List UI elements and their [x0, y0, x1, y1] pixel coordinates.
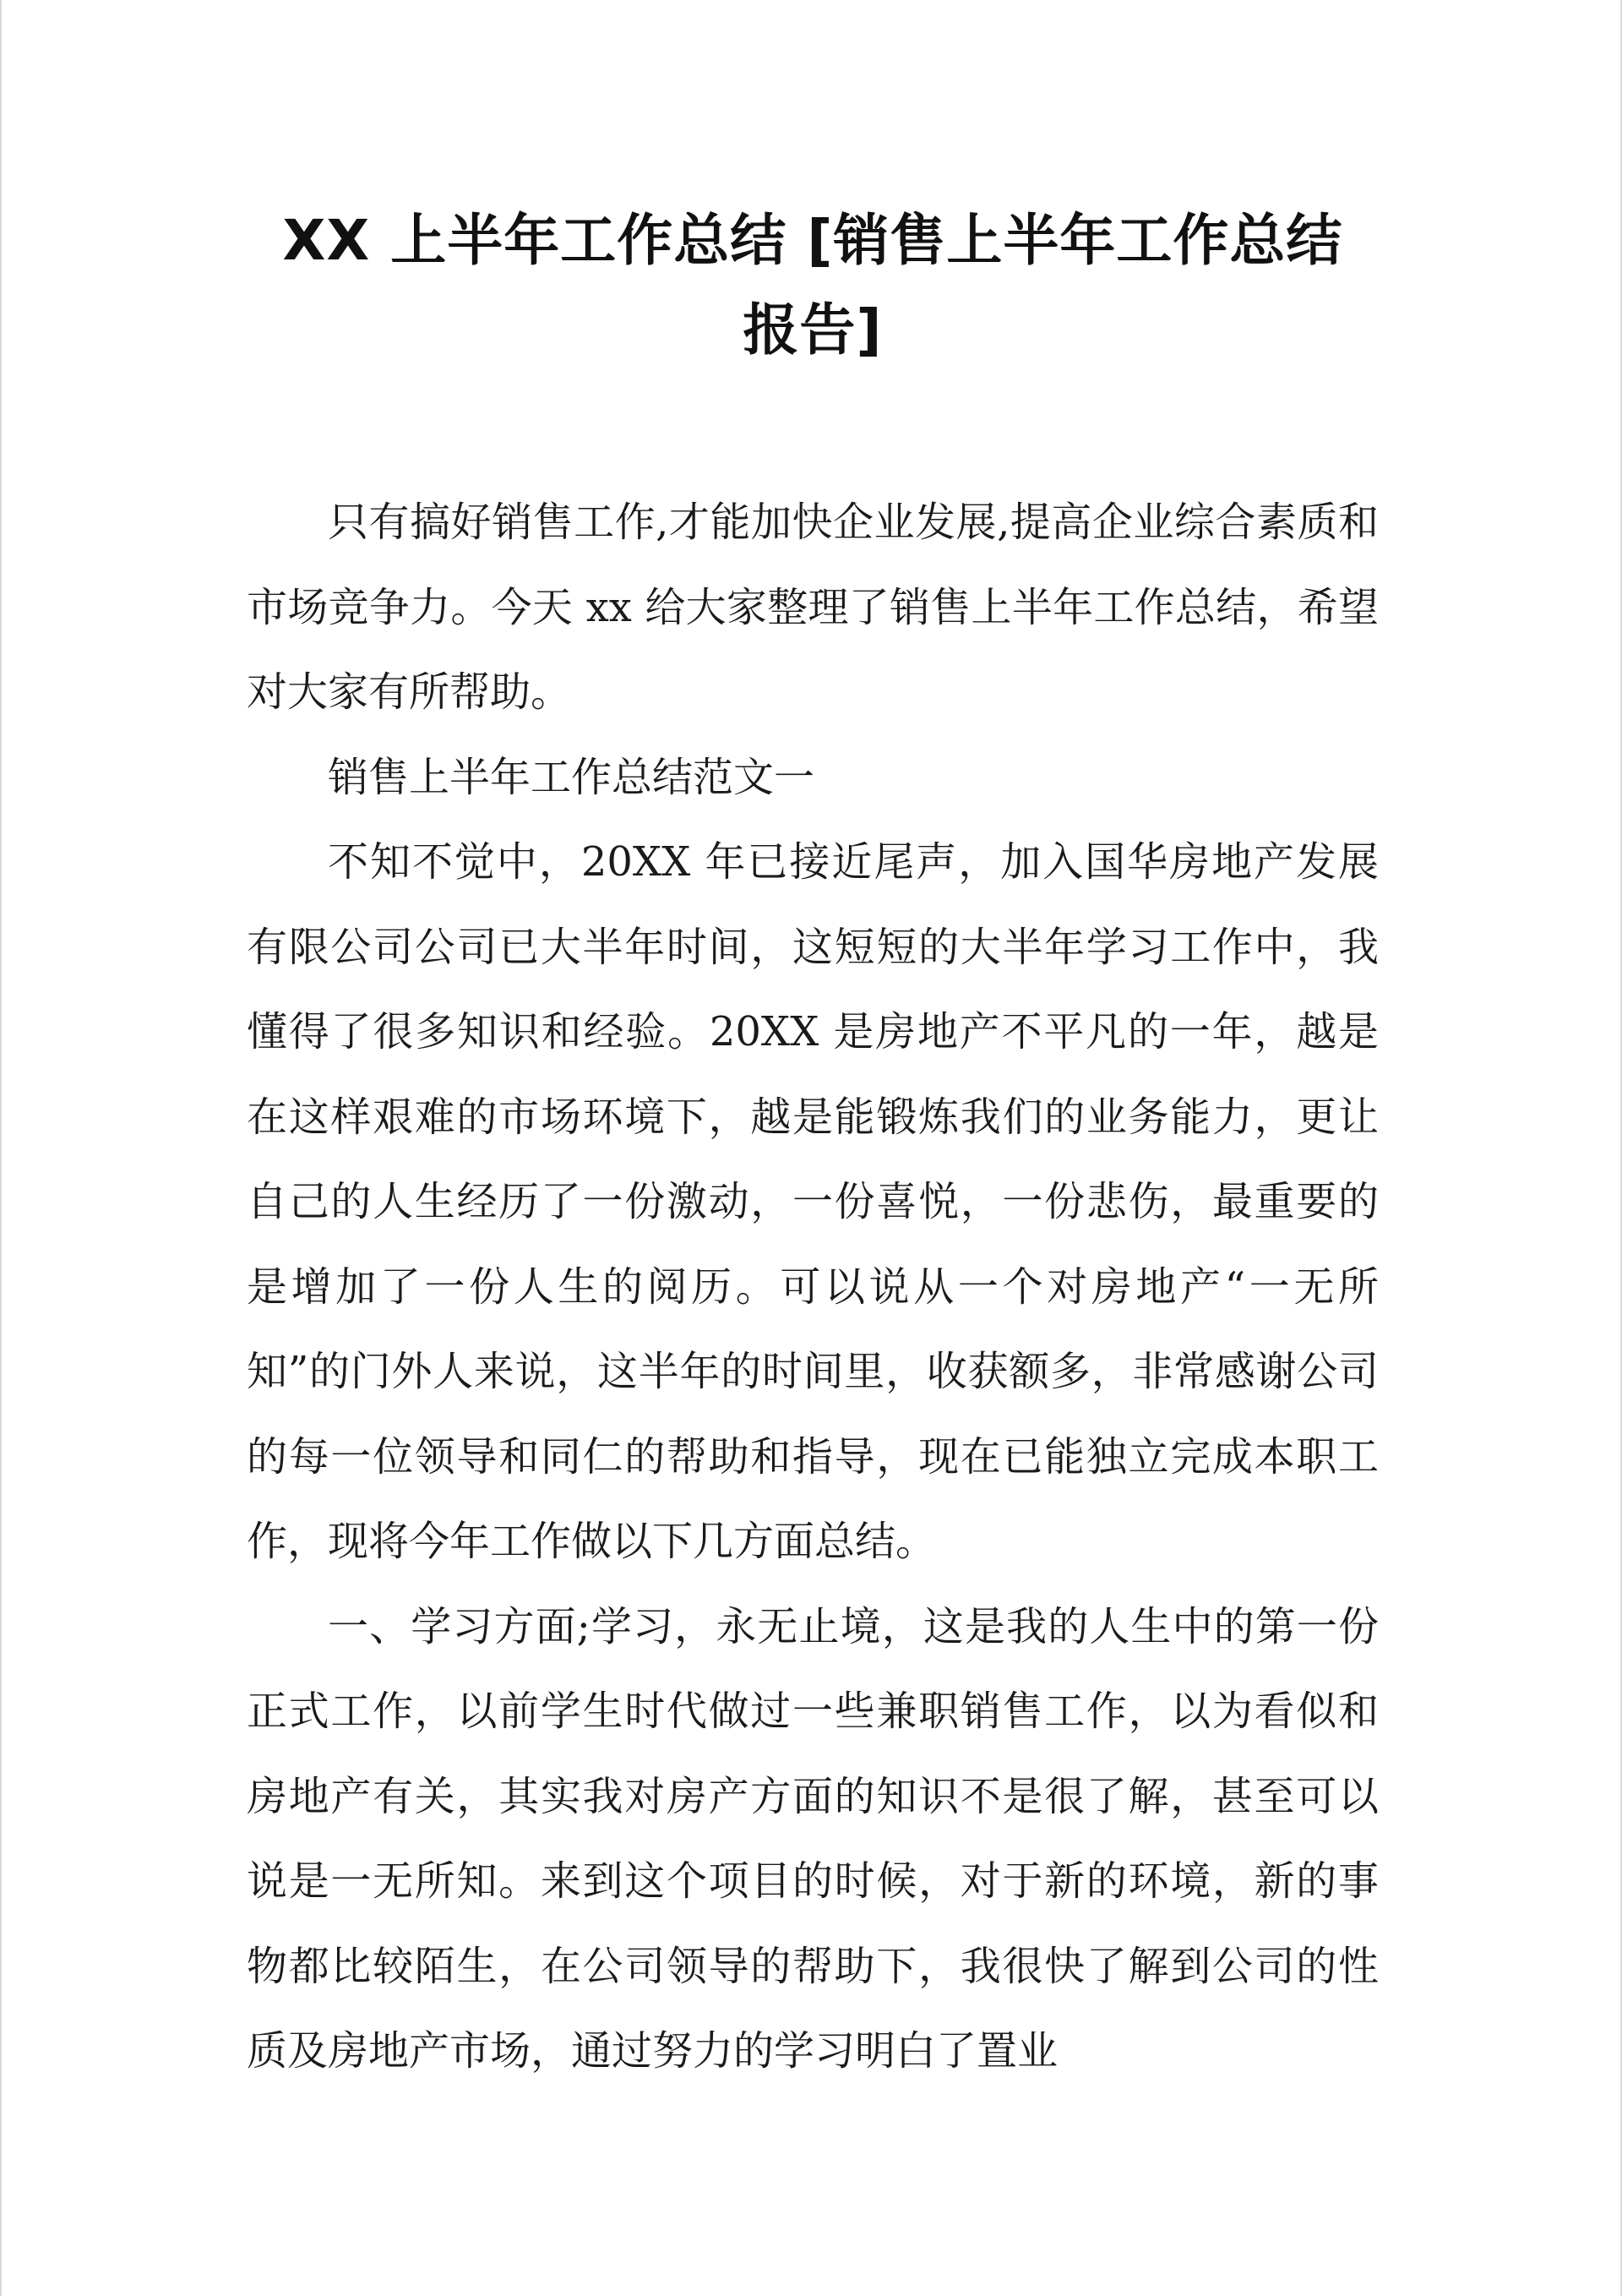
- title-line-1: XX 上半年工作总结 [销售上半年工作总结: [282, 208, 1343, 273]
- document-body: [247, 480, 1379, 2094]
- title-line-2: 报告]: [743, 297, 883, 363]
- section-heading: 销售上半年工作总结范文一: [328, 753, 815, 801]
- intro-paragraph: 只有搞好销售工作,才能加快企业发展,提高企业综合素质和市场竞争力。今天 xx 给大家整理了销售上半年工作总结，希望对大家有所帮助。: [247, 499, 1379, 716]
- document-title: [247, 196, 1379, 375]
- body-paragraph: 不知不觉中，20XX 年已接近尾声，加入国华房地产发展有限公司公司已大半年时间，这短短的大半年学习工作中，我懂得了很多知识和经验。20XX 是房地产不平凡的一年，越是在这样艰难的市场环境下，越是能锻炼我们的业务能力，更让自己的人生经历了一份激动，一份喜悦，一份悲伤，最重要的是增加了一份人生的阅历。可以说从一个对房地产“一无所知”的门外人来说，这半年的时间里，收获额多，非常感谢公司的每一位领导和同仁的帮助和指导，现在已能独立完成本职工作，现将今年工作做以下几方面总结。: [247, 838, 1379, 1565]
- body-paragraph: 一、学习方面;学习，永无止境，这是我的人生中的第一份正式工作，以前学生时代做过一些兼职销售工作，以为看似和房地产有关，其实我对房产方面的知识不是很了解，甚至可以说是一无所知。来到这个项目的时候，对于新的环境，新的事物都比较陌生，在公司领导的帮助下，我很快了解到公司的性质及房地产市场，通过努力的学习明白了置业: [247, 1602, 1379, 2075]
